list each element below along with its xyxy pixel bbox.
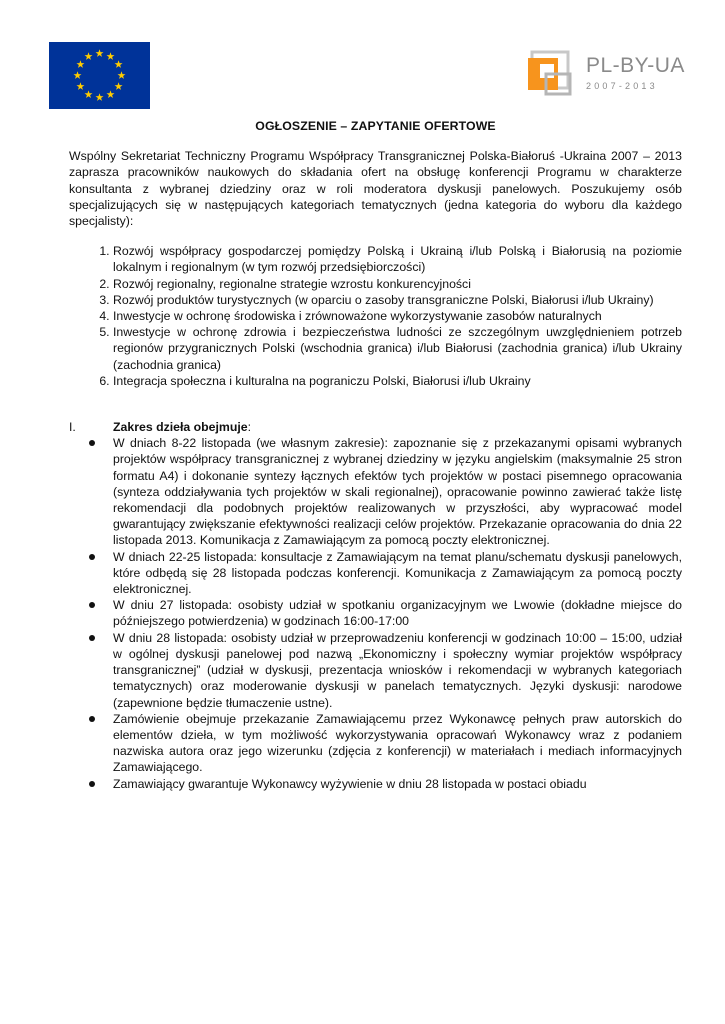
scope-item xyxy=(113,630,682,711)
intro-paragraph: Wspólny Sekretariat Techniczny Programu Współpracy Transgranicznej Polska-Białoruś -Ukraina 2007 – 2013 zaprasza pracowników naukowych do składania ofert na obsługę konferencji Programu w charakterze konsultanta z wybranej dziedziny oraz w roli moderatora dyskusji panelowych. Poszukujemy osób specjalizujących się w następujących kategoriach tematycznych (jedna kategoria do wyboru dla każdego specjalisty): xyxy=(69,149,682,229)
section-number: I. xyxy=(69,420,76,435)
category-item: 1. Rozwój współpracy gospodarczej pomiędzy Polską i Ukrainą i/lub Polską i Białorusią na poziomie lokalnym i regionalnym (w tym rozwój przedsiębiorczości) xyxy=(113,243,682,275)
eu-flag-icon xyxy=(49,42,150,109)
program-logo-icon xyxy=(528,50,576,98)
document-body xyxy=(69,118,682,792)
program-logo xyxy=(528,50,685,100)
document-heading: OGŁOSZENIE – ZAPYTANIE OFERTOWE xyxy=(255,119,496,133)
scope-item xyxy=(113,597,682,629)
categories-list xyxy=(69,243,682,389)
bullet-icon xyxy=(89,635,95,641)
scope-item-text: W dniach 8-22 listopada (we własnym zakresie): zapoznanie się z przekazanymi opisami wybranych projektów współpracy transgranicznej z wybranej dziedziny w języku angielskim (maksymalnie 25 stron formatu A4) i dokonanie syntezy łącznych efektów tych projektów w postaci pisemnego opracowania (synteza oddziaływania tych projektów w skali regionalnej), opracowanie powinno zawierać także listę rekomendacji dla podobnych projektów realizowanych w przyszłości, aby wypracować model gwarantujący zwiększanie efektywności realizacji celów projektów. Przekazanie opracowania do dnia 22 listopada 2013. Komunikacja z Zamawiającym za pomocą poczty elektronicznej. xyxy=(113,436,682,548)
scope-item-text: Zamówienie obejmuje przekazanie Zamawiającemu przez Wykonawcę pełnych praw autorskich do elementów dzieła, w tym możliwość wykorzystywania opracowań Wykonawcy wraz z podaniem nazwiska autora oraz jego wizerunku (zdjęcia z konferencji) w materiałach i mediach informacyjnych Zamawiającego. xyxy=(113,711,682,775)
category-item: 5. Inwestycje w ochronę zdrowia i bezpieczeństwa ludności ze szczególnym uwzględnieniem potrzeb regionów przygranicznych Polski (wschodnia granica) i/lub Białorusi (zachodnia granica) i/lub Ukrainy (zachodnia granica) xyxy=(113,324,682,373)
scope-item-text: Zamawiający gwarantuje Wykonawcy wyżywienie w dniu 28 listopada w postaci obiadu xyxy=(113,776,587,791)
program-logo-years: 2007-2013 xyxy=(586,81,658,91)
bullet-icon xyxy=(89,440,95,446)
section-colon: : xyxy=(247,420,252,435)
category-item: 6. Integracja społeczna i kulturalna na pograniczu Polski, Białorusi i/lub Ukrainy xyxy=(113,373,682,389)
bullet-icon xyxy=(89,554,95,560)
scope-item xyxy=(113,776,682,792)
category-item: 4. Inwestycje w ochronę środowiska i zrównoważone wykorzystywanie zasobów naturalnych xyxy=(113,308,682,324)
section-heading xyxy=(69,419,682,435)
category-item: 3. Rozwój produktów turystycznych (w oparciu o zasoby transgraniczne Polski, Białorusi i/lub Ukrainy) xyxy=(113,292,682,308)
bullet-icon xyxy=(89,602,95,608)
scope-item-text: W dniu 28 listopada: osobisty udział w przeprowadzeniu konferencji w godzinach 10:00 – 15:00, udział w ogólnej dyskusji panelowej pod nazwą „Ekonomiczny i społeczny wymiar projektów współpracy transgranicznej” (udział w dyskusji, prezentacja wniosków i rekomendacji w wybranych kategoriach tematycznych) oraz moderowanie dyskusji w panelach tematycznych. Języki dyskusji: narodowe (zapewnione będzie tłumaczenie ustne). xyxy=(113,630,682,710)
category-item: 2. Rozwój regionalny, regionalne strategie wzrostu konkurencyjności xyxy=(113,276,682,292)
scope-list xyxy=(69,435,682,791)
scope-item xyxy=(113,549,682,598)
bullet-icon xyxy=(89,781,95,787)
scope-item-text: W dniu 27 listopada: osobisty udział w spotkaniu organizacyjnym we Lwowie (dokładne miejsce do późniejszego potwierdzenia) w godzinach 16:00-17:00 xyxy=(113,598,682,629)
scope-item-text: W dniach 22-25 listopada: konsultacje z Zamawiającym na temat planu/schematu dyskusji panelowych, które odbędą się 28 listopada podczas konferencji. Komunikacja z Zamawiającym za pomocą poczty elektronicznej. xyxy=(113,549,682,597)
scope-item xyxy=(113,711,682,776)
scope-item xyxy=(113,435,682,548)
eu-stars xyxy=(49,42,150,109)
program-logo-title: PL-BY-UA xyxy=(586,54,685,77)
bullet-icon xyxy=(89,716,95,722)
section-title: Zakres dzieła obejmuje xyxy=(113,420,248,435)
